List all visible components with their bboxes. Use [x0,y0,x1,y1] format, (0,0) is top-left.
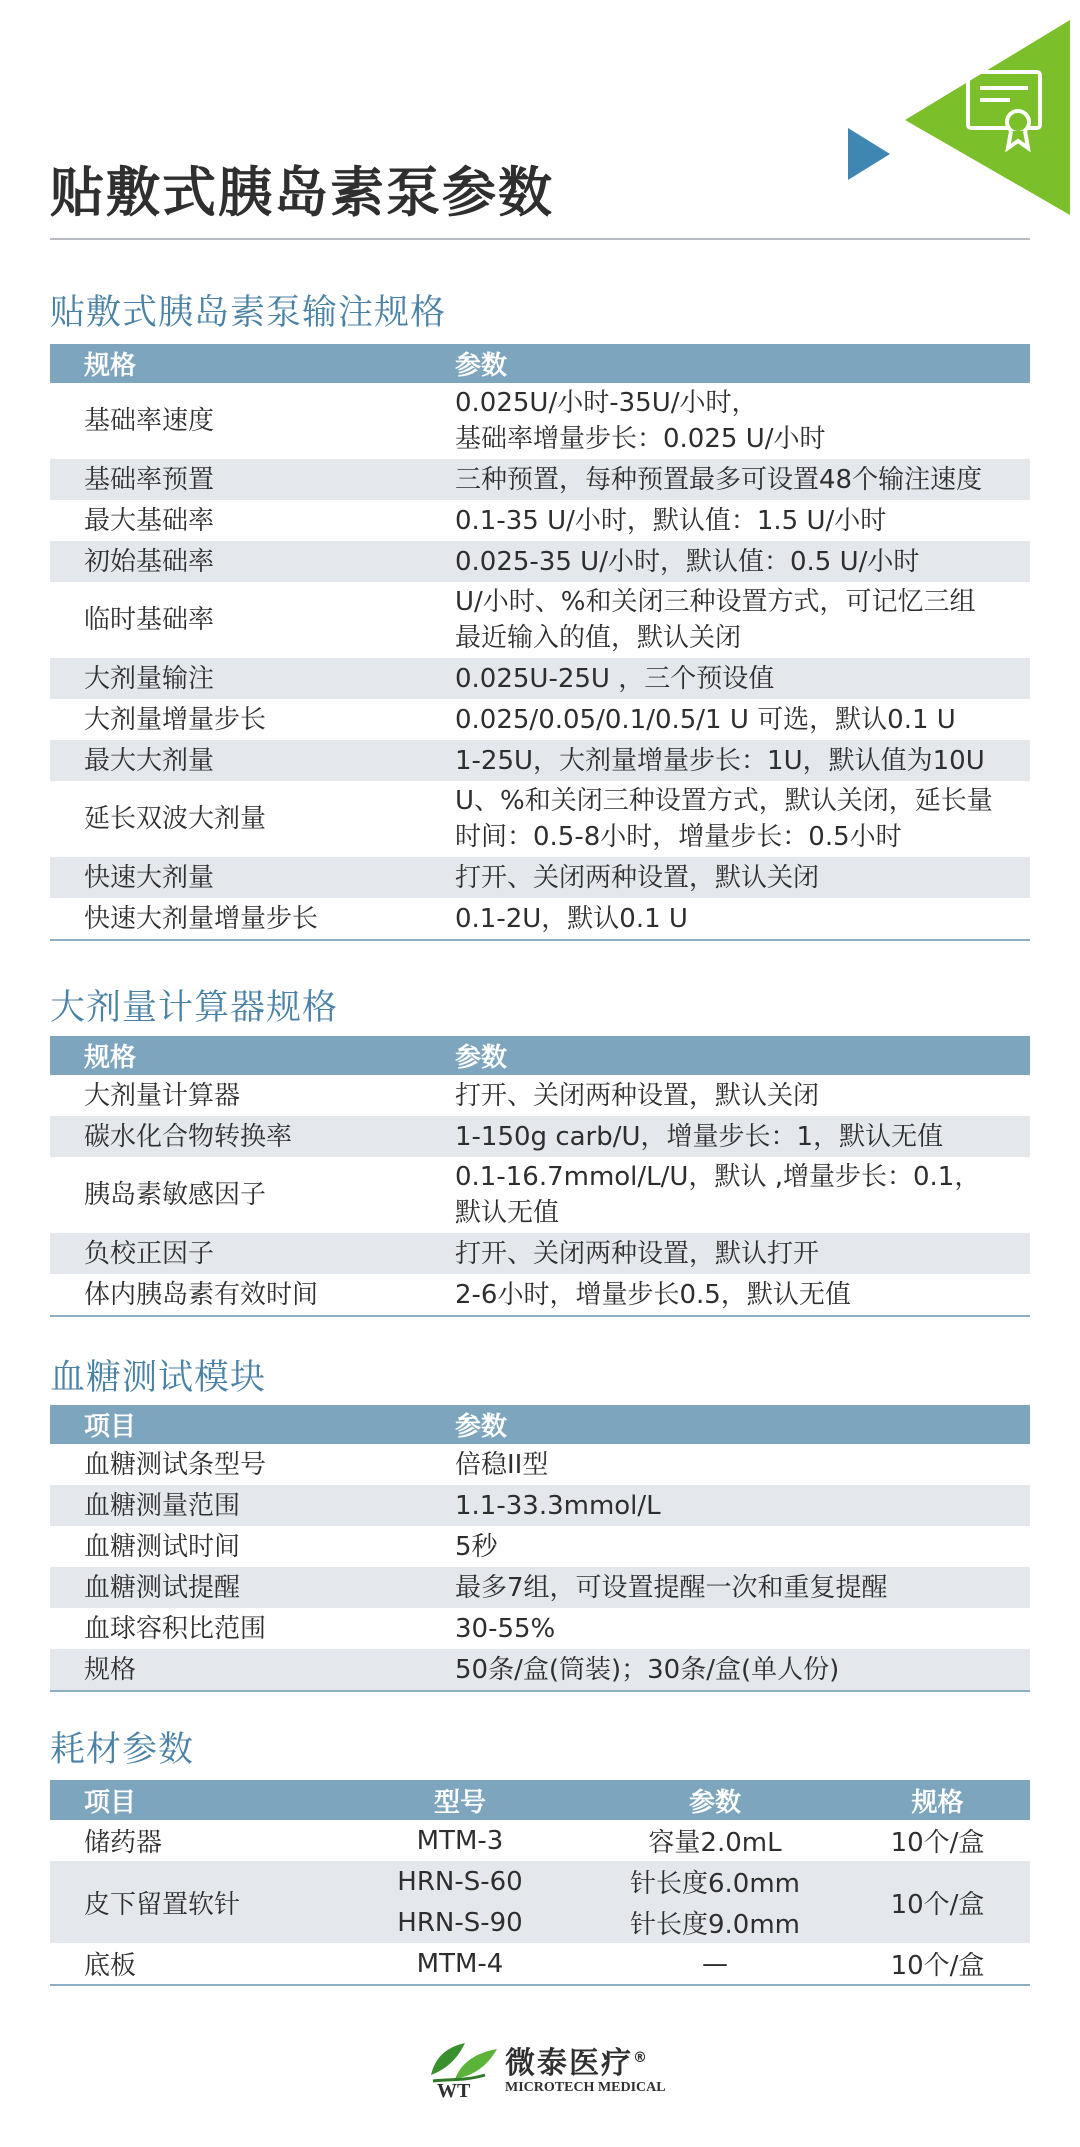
row-value: 5秒 [455,1531,498,1562]
row-value: 打开、关闭两种设置，默认关闭 [455,1080,820,1111]
row-value-line2: 默认无值 [455,1198,560,1228]
row-value: 0.1-16.7mmol/L/U，默认 ,增量步长：0.1， [455,1162,981,1192]
item-model: HRN-S-90 [335,1902,585,1943]
table-row [50,582,1030,658]
row-label: 规格 [50,1649,455,1691]
table-row [50,1526,1030,1567]
row-value-line2: 最近输入的值，默认关闭 [455,623,742,653]
row-label: 快速大剂量 [50,857,455,898]
table-row [50,1444,1030,1485]
row-label: 最大大剂量 [50,740,455,781]
item-param: 针长度9.0mm [585,1902,845,1943]
table-row [50,1861,1030,1902]
row-value-line2: 基础率增量步长：0.025 U/小时 [455,424,826,454]
item-model: HRN-S-60 [335,1861,585,1902]
row-value: 1-25U，大剂量增量步长：1U，默认值为10U [455,740,1030,781]
row-label: 血糖测试提醒 [50,1567,455,1608]
row-value: 0.1-35 U/小时，默认值：1.5 U/小时 [455,505,887,536]
row-label: 体内胰岛素有效时间 [50,1274,455,1316]
table-row [50,898,1030,940]
item-name: 底板 [50,1943,335,1985]
brand-name: 微泰医疗® [505,2046,649,2081]
row-label: 大剂量计算器 [84,1080,241,1111]
section-title-calculator: 大剂量计算器规格 [50,988,339,1028]
item-param: 针长度6.0mm [585,1861,845,1902]
row-label: 基础率速度 [84,406,215,436]
table-row [50,740,1030,781]
row-value: 打开、关闭两种设置，默认关闭 [455,857,1030,898]
column-header: 参数 [585,1780,845,1820]
section-title-infusion: 贴敷式胰岛素泵输注规格 [50,293,447,333]
table-row [50,699,1030,740]
row-label: 碳水化合物转换率 [50,1116,455,1157]
row-label: 延长双波大剂量 [84,804,267,834]
infusion-spec-table [50,344,1030,941]
row-value-line2: 时间：0.5-8小时，增量步长：0.5小时 [455,822,902,852]
row-label: 初始基础率 [50,541,455,582]
row-value: 1-150g carb/U，增量步长：1，默认无值 [455,1116,1030,1157]
column-header: 参数 [455,1405,1030,1444]
item-name: 储药器 [84,1828,163,1858]
row-value: U/小时、%和关闭三种设置方式，可记忆三组 [455,587,976,617]
glucose-spec-table [50,1405,1030,1692]
column-header: 规格 [50,1036,455,1075]
row-value: 最多7组，可设置提醒一次和重复提醒 [455,1567,1030,1608]
corner-decoration [820,0,1080,240]
table-row [50,500,1030,541]
item-spec: 10个/盒 [845,1861,1030,1943]
item-spec: 10个/盒 [890,1828,985,1858]
item-spec: 10个/盒 [845,1943,1030,1985]
calculator-spec-table [50,1036,1030,1317]
table-row [50,541,1030,582]
table-row [50,1608,1030,1649]
table-row [50,1485,1030,1526]
item-name: 皮下留置软针 [50,1861,335,1943]
brand-name-en: MICROTECH MEDICAL [505,2080,666,2095]
item-param: 容量2.0mL [648,1828,782,1858]
page-title: 贴敷式胰岛素泵参数 [50,161,554,224]
row-label: 基础率预置 [50,459,455,500]
row-value: 0.025U/小时-35U/小时， [455,388,758,418]
table-row [50,1567,1030,1608]
table-row [50,459,1030,500]
row-value: 0.025-35 U/小时，默认值：0.5 U/小时 [455,541,1030,582]
row-label: 大剂量输注 [50,658,455,699]
column-header: 参数 [455,344,1030,383]
column-header: 项目 [50,1405,455,1444]
item-param: — [585,1943,845,1985]
logo-mark: WT [437,2080,471,2099]
row-value: 2-6小时，增量步长0.5，默认无值 [455,1274,1030,1316]
table-row [50,383,1030,459]
row-label: 血糖测试条型号 [84,1449,267,1480]
column-header: 型号 [335,1780,585,1820]
row-value: 50条/盒(筒装)；30条/盒(单人份) [455,1649,1030,1691]
row-label: 临时基础率 [84,605,215,635]
row-value: 倍稳II型 [455,1449,549,1480]
title-divider [50,238,1030,240]
table-row [50,1649,1030,1691]
item-model: MTM-4 [335,1943,585,1985]
column-header: 规格 [845,1780,1030,1820]
row-value: 三种预置，每种预置最多可设置48个输注速度 [455,459,1030,500]
row-value: 打开、关闭两种设置，默认打开 [455,1233,1030,1274]
column-header: 项目 [50,1780,335,1820]
row-value: 0.025/0.05/0.1/0.5/1 U 可选，默认0.1 U [455,704,956,735]
column-header: 规格 [50,344,455,383]
row-value: 0.1-2U，默认0.1 U [455,898,1030,940]
column-header: 参数 [455,1036,1030,1075]
table-row [50,1274,1030,1316]
row-value: 30-55% [455,1613,556,1644]
materials-table [50,1780,1030,1986]
row-value: 1.1-33.3mmol/L [455,1485,1030,1526]
table-row [50,1157,1030,1233]
table-row [50,1233,1030,1274]
table-row [50,781,1030,857]
row-value: 0.025U-25U ，三个预设值 [455,658,1030,699]
row-label: 快速大剂量增量步长 [50,898,455,940]
row-label: 大剂量增量步长 [84,704,267,735]
row-label: 血糖测试时间 [84,1531,241,1562]
table-row [50,658,1030,699]
section-title-materials: 耗材参数 [50,1730,195,1770]
table-row [50,1116,1030,1157]
row-label: 最大基础率 [84,505,215,536]
row-label: 胰岛素敏感因子 [84,1180,267,1210]
row-label: 血糖测量范围 [50,1485,455,1526]
table-row [50,1943,1030,1985]
row-label: 负校正因子 [50,1233,455,1274]
section-title-glucose: 血糖测试模块 [50,1358,267,1398]
item-model: MTM-3 [416,1825,504,1856]
row-value: U、%和关闭三种设置方式，默认关闭，延长量 [455,786,993,816]
row-label: 血球容积比范围 [84,1613,267,1644]
table-row [50,1075,1030,1116]
table-row [50,1820,1030,1861]
table-row [50,857,1030,898]
